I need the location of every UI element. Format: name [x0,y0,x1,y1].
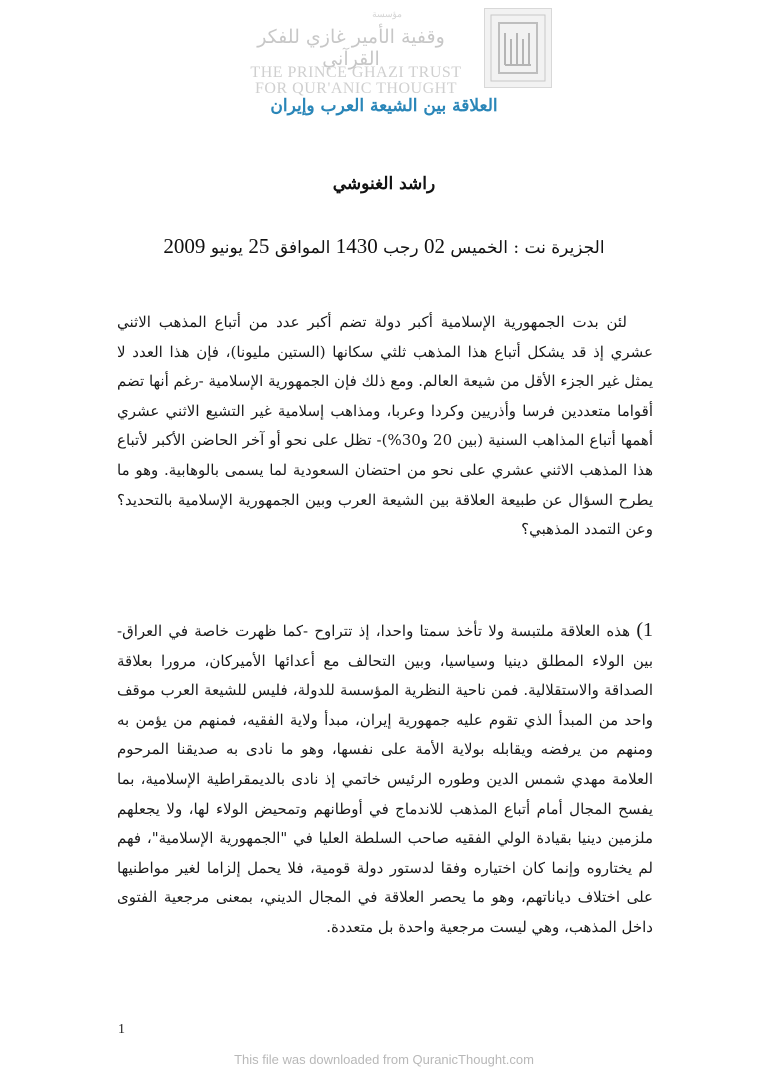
page-number: 1 [118,1022,125,1037]
dateline-matching: الموافق [274,238,331,258]
logo-arabic-small: مؤسسة [372,10,402,20]
download-footer: This file was downloaded from QuranicThought.com [234,1052,534,1067]
document-title: العلاقة بين الشيعة العرب وإيران [270,96,498,116]
dateline [0,234,768,259]
paragraph-2 [117,616,653,943]
dateline-greg-year: 2009 [163,234,206,258]
paragraph-1: لئن بدت الجمهورية الإسلامية أكبر دولة تضم أكبر عدد من أتباع المذهب الاثني عشري إذ قد يشكل أتباع هذا المذهب ثلثي سكانها (الستين مليونا)، فإن هذا العدد لا يمثل غير الجزء الأقل من شيعة العالم. ومع ذلك فإن الجمهورية الإسلامية -رغم أنها تضم أقواما متعددين فرسا وأذريين وكردا وعربا، ومذاهب إسلامية غير التشيع الاثني عشري أهمها أتباع المذاهب السنية (بين 20 و30%)- تظل على نحو أو آخر الحاضن الأكبر لأتباع هذا المذهب الاثني عشري على نحو من احتضان السعودية لما يسمى بالوهابية. وهو ما يطرح السؤال عن طبيعة العلاقة بين الشيعة العرب وبين الجمهورية الإسلامية بالتحديد؟ وعن التمدد المذهبي؟ [117,313,654,539]
paragraph-2-text: هذه العلاقة ملتبسة ولا تأخذ سمتا واحدا، إذ تتراوح -كما ظهرت خاصة في العراق- بين الولاء المطلق دينيا وسياسيا، وبين التحالف مع أعدائها الأميركان، مرورا بعلاقة الصداقة والاستقلالية. فمن ناحية النظرية المؤسسة للدولة، فليس للشيعة العرب موقف واحد من المبدأ الذي تقوم عليه جمهورية إيران، مبدأ ولاية الفقيه، فمنهم من يؤمن به ومنهم من يرفضه ويقابله بولاية الأمة على نفسها، وهو ما نادى به صديقنا المرحوم العلامة مهدي شمس الدين وطوره الرئيس خاتمي إذ نادى بالديمقراطية الإسلامية، بما يفسح المجال أمام أتباع المذهب للاندماج في أوطانهم وتمحيض الولاء لها، ولا يجعلهم ملزمين دينيا بقيادة الولي الفقيه صاحب السلطة العليا في "الجمهورية الإسلامية"، فهم لم يختاروه وإنما كان اختياره وفقا لدستور دولة قومية، فلا يحمل إلزاما لغير مواطنيها على اختلاف دياناتهم، وهو ما يحصر العلاقة في المجال الديني، بمعنى مرجعية الفتوى داخل المذهب، وهي ليست مرجعية واحدة بل متعددة. [117,622,653,936]
dateline-source: الجزيرة نت : الخميس [450,238,605,258]
logo-english-line1: THE PRINCE GHAZI TRUST [250,64,462,81]
logo-arabic-name: وقفية الأمير غازي للفكر القرآني [257,26,445,70]
dateline-greg-month: يونيو [210,238,243,258]
calligraphy-emblem-icon [484,8,552,88]
trust-logo [222,8,552,98]
author-name: راشد الغنوشي [332,174,436,194]
dateline-day: 02 [424,234,445,258]
dateline-hijri-year: 1430 [335,234,378,258]
dateline-month: رجب [383,238,419,258]
logo-english-line2: FOR QUR'ANIC THOUGHT [255,80,457,97]
dateline-greg-day: 25 [248,234,270,258]
paragraph-2-number: 1) [636,619,653,641]
